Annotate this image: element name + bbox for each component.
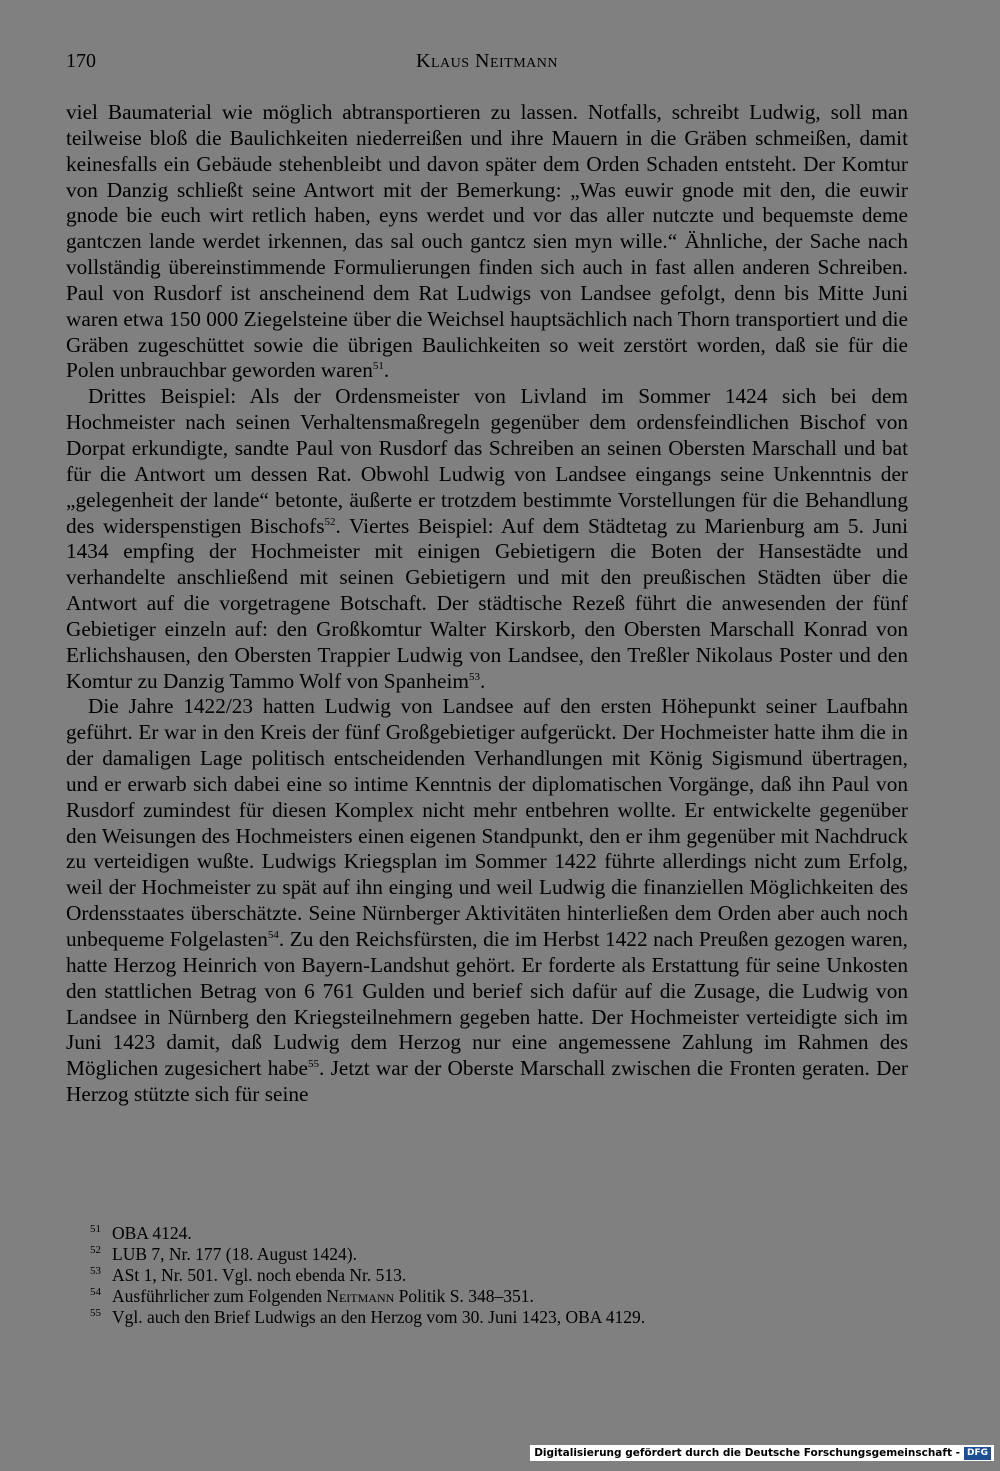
- running-head: Klaus Neitmann: [416, 50, 558, 72]
- footnote-ref: 53: [468, 670, 480, 683]
- footnote-text: ASt 1, Nr. 501. Vgl. noch ebenda Nr. 513.: [112, 1264, 407, 1285]
- footnote-text: OBA 4124.: [112, 1223, 192, 1243]
- footnote-ref: 55: [308, 1058, 319, 1071]
- paragraph-text: . Viertes Beispiel: Auf dem Städtetag zu Marienburg am 5. Juni 1434 empfing der Hochmeister mit einigen Gebietigern die Boten der Hansestädte und verhandelte anschließend mit seinen Gebietigern und mit den preußischen Städten über die Antwort auf die vorgetragene Botschaft. Der städtische Rezeß führt die anwesenden der fünf Gebietiger einzeln auf: den Großkomtur Walter Kirskorb, den Obersten Marschall Konrad von Erlichshausen, den Obersten Trappier Ludwig von Landsee, den Treßler Nikolaus Poster und den Komtur zu Danzig Tammo Wolf von Spanheim: [66, 513, 908, 693]
- footnote: 53 ASt 1, Nr. 501. Vgl. noch ebenda Nr. 513.: [90, 1264, 407, 1285]
- footnote-text: Politik S. 348–351.: [394, 1285, 534, 1306]
- footnote: 55 Vgl. auch den Brief Ludwigs an den Herzog vom 30. Juni 1423, OBA 4129.: [90, 1306, 646, 1327]
- paragraph: [66, 384, 908, 694]
- footnotes: [90, 1223, 910, 1328]
- footnote-text: LUB 7, Nr. 177 (18. August 1424).: [112, 1243, 357, 1264]
- digitization-credit: [530, 1445, 994, 1461]
- footnote-ref: 51: [372, 360, 384, 373]
- footnote-author: Neitmann: [326, 1285, 395, 1306]
- footnote: 52 LUB 7, Nr. 177 (18. August 1424).: [90, 1243, 357, 1264]
- footnote: 54 Ausführlicher zum Folgenden Neitmann Politik S. 348–351.: [90, 1285, 534, 1306]
- footnote-text: Ausführlicher zum Folgenden: [112, 1285, 327, 1306]
- paragraph-text: . Zu den Reichsfürsten, die im Herbst 1422 nach Preußen gezogen waren, hatte Herzog Heinrich von Bayern-Landshut gehört. Er forderte als Erstattung für seine Unkosten den stattlichen Betrag von 6 761 Gulden und berief sich dafür auf die Zusage, die Ludwig von Landsee in Nürnberg den Kriegsteilnehmern gegeben hatte. Der Hochmeister verteidigte sich im Juni 1423 damit, daß Ludwig dem Herzog nur eine angemessene Zahlung im Rahmen des Möglichen zugesichert habe: [66, 927, 908, 1081]
- paragraph-text: .: [479, 668, 486, 693]
- dfg-logo-icon: DFG: [964, 1447, 991, 1460]
- footnote-ref: 52: [324, 515, 336, 528]
- paragraph: [66, 694, 908, 1108]
- footnote-ref: 54: [267, 928, 279, 941]
- footnote: 51 OBA 4124.: [90, 1223, 192, 1243]
- paragraph-text: .: [383, 358, 390, 383]
- body-text: [66, 100, 908, 1108]
- credit-text: Digitalisierung gefördert durch die Deutsche Forschungsgemeinschaft -: [534, 1447, 960, 1459]
- paragraph-text: Drittes Beispiel: Als der Ordensmeister von Livland im Sommer 1424 sich bei dem Hochmeister nach seinen Verhaltensmaßregeln gegenüber dem ordensfeindlichen Bischof von Dorpat erkundigte, sandte Paul von Rusdorf das Schreiben an seinen Obersten Marschall und bat für die Antwort um dessen Rat. Obwohl Ludwig von Landsee eingangs seine Unkenntnis der „gelegenheit der lande“ betonte, äußerte er trotzdem bestimmte Vorstellungen für die Behandlung des widerspenstigen Bischofs: [66, 384, 908, 538]
- paragraph-text: . Jetzt war der Oberste Marschall zwischen die Fronten geraten. Der Herzog stützte sich für seine: [66, 1056, 908, 1107]
- page-number: 170: [66, 50, 96, 72]
- page-header: [66, 50, 908, 78]
- paragraph: [66, 100, 908, 384]
- paragraph-text: viel Baumaterial wie möglich abtransportieren zu lassen. Notfalls, schreibt Ludwig, soll man teilweise bloß die Baulichkeiten niederreißen und ihre Mauern in die Gräben schmeißen, damit keinesfalls ein Gebäude stehenbleibt und davon später dem Orden Schaden entsteht. Der Komtur von Danzig schließt seine Antwort mit der Bemerkung: „Was euwir gnode mit den, die euwir gnode bie euch wirt retlich haben, eyns werdet und vor das aller nutczte und bequemste deme gantczen lande werdet irkennen, das sal ouch gantcz sien myn wille.“ Ähnliche, der Sache nach vollständig übereinstimmende Formulierungen finden sich auch in fast allen anderen Schreiben. Paul von Rusdorf ist anscheinend dem Rat Ludwigs von Landsee gefolgt, denn bis Mitte Juni waren etwa 150 000 Ziegelsteine über die Weichsel hauptsächlich nach Thorn transportiert und die Gräben zugeschüttet sowie die übrigen Baulichkeiten so weit zerstört worden, daß sie für die Polen unbrauchbar geworden waren: [66, 100, 908, 383]
- footnote-text: Vgl. auch den Brief Ludwigs an den Herzog vom 30. Juni 1423, OBA 4129.: [112, 1306, 646, 1327]
- paragraph-text: Die Jahre 1422/23 hatten Ludwig von Landsee auf den ersten Höhepunkt seiner Laufbahn geführt. Er war in den Kreis der fünf Großgebietiger aufgerückt. Der Hochmeister hatte ihm die in der damaligen Lage politisch entscheidenden Verhandlungen mit König Sigismund übertragen, und er erwarb sich dabei eine so intime Kenntnis der diplomatischen Vorgänge, daß ihn Paul von Rusdorf zumindest für diesen Komplex nicht mehr entbehren wollte. Er entwickelte gegenüber den Weisungen des Hochmeisters einen eigenen Standpunkt, den er ihm gegenüber mit Nachdruck zu verteidigen wußte. Ludwigs Kriegsplan im Sommer 1422 führte allerdings nicht zum Erfolg, weil der Hochmeister zu spät auf ihn einging und weil Ludwig die finanziellen Möglichkeiten des Ordensstaates überschätzte. Seine Nürnberger Aktivitäten hinterließen dem Orden aber auch noch unbequeme Folgelasten: [66, 694, 908, 951]
